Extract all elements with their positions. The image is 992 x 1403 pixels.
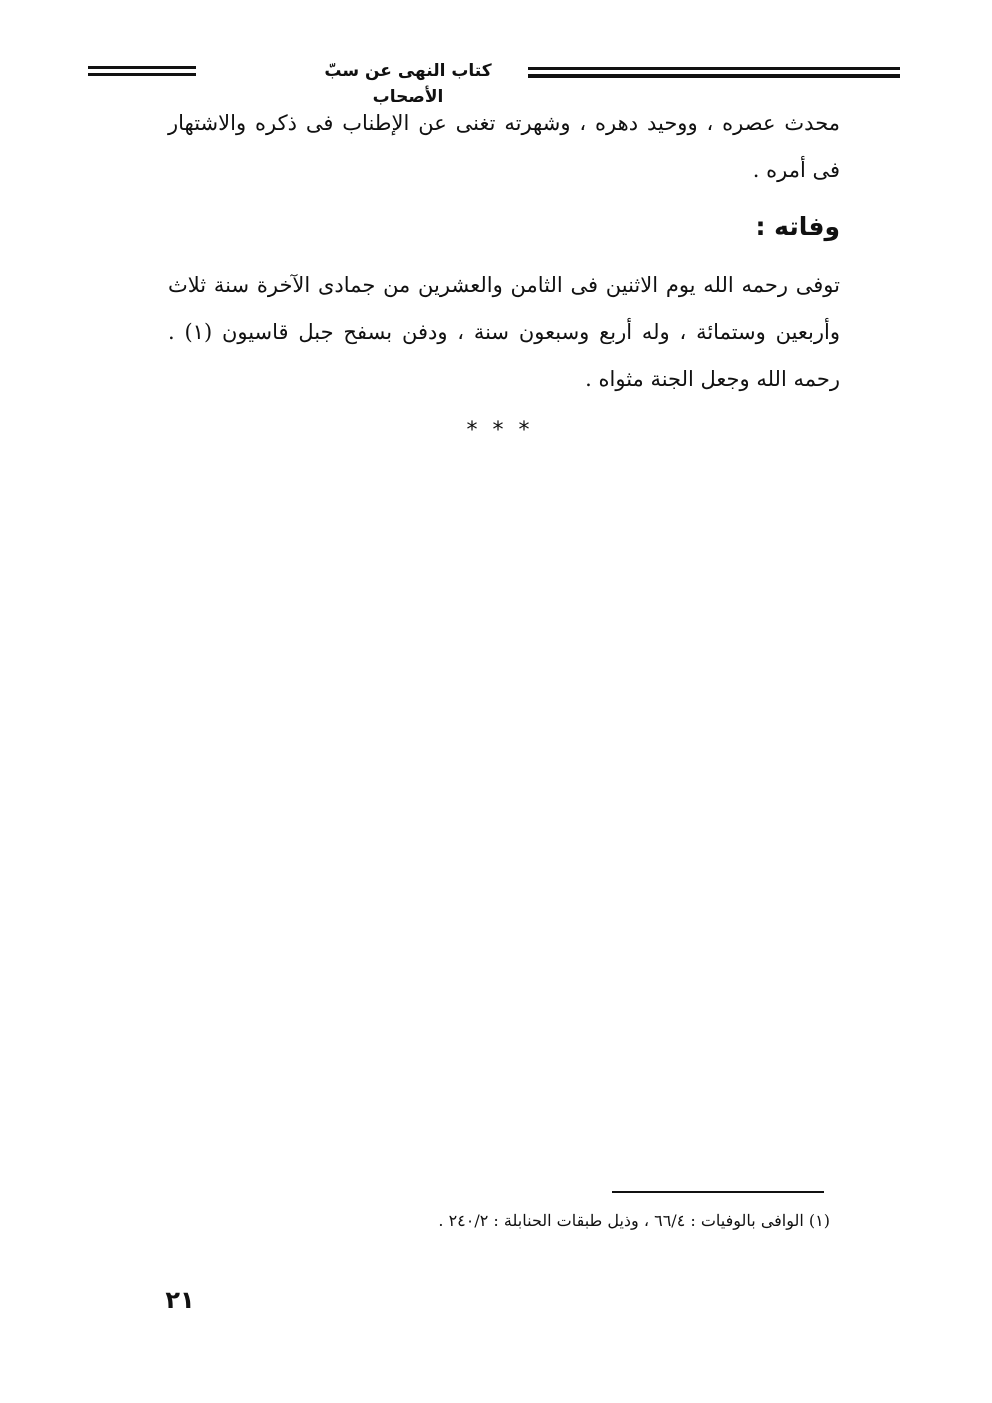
header-title: كتاب النهى عن سبّ الأصحاب [288,58,528,110]
footnote: (١) الوافى بالوفيات : ٦٦/٤ ، وذيل طبقات الحنابلة : ٢٤٠/٢ . [438,1211,830,1230]
footnote-rule [612,1191,824,1193]
section-heading: وفاته : [755,212,840,241]
header-rule-left [88,66,196,76]
section-separator: * * * [466,418,534,443]
paragraph-1: محدث عصره ، ووحيد دهره ، وشهرته تغنى عن الإطناب فى ذكره والاشتهار فى أمره . [168,111,840,182]
page-number: ٢١ [165,1286,195,1314]
running-header [88,58,900,107]
paragraph-2: توفى رحمه الله يوم الاثنين فى الثامن والعشرين من جمادى الآخرة سنة ثلاث وأربعين وستمائة ، وله أربع وسبعون سنة ، ودفن بسفح جبل قاسيون (١) . رحمه الله وجعل الجنة مثواه . [168,273,840,391]
